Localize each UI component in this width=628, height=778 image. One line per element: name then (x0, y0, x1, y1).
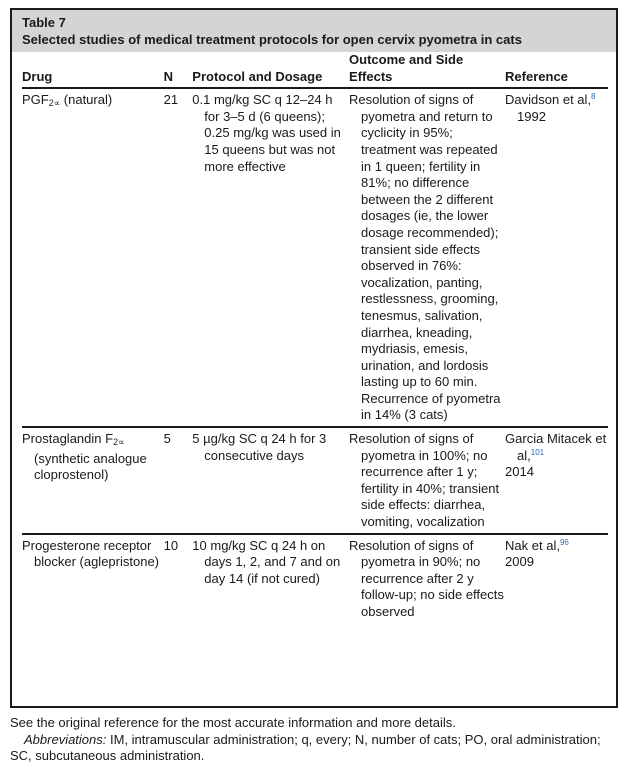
drug-qualifier: (natural) (60, 92, 113, 108)
ref-author: Garcia Mitacek et al, (505, 431, 607, 463)
drug-subscript: 2∝ (113, 437, 125, 448)
table-label: Table 7 (22, 15, 66, 30)
cell-drug (22, 88, 164, 427)
cell-outcome: Resolution of signs of pyometra and return to cyclicity in 95%; treatment was repeated in 1 queen; fertility in 81%; no difference between the 2 different dosages (ie, the lower dosage recommended); transient side effects observed in 76%: vocalization, panting, restlessness, grooming, tenesmus, salivation, diarrhea, kneading, mydriasis, emesis, urination, and lordosis lasting up to 60 min. Recurrence of pyometra in 14% (3 cats) (349, 88, 505, 427)
header-protocol: Protocol and Dosage (192, 52, 349, 88)
header-reference: Reference (505, 52, 608, 88)
cell-protocol: 5 µg/kg SC q 24 h for 3 consecutive days (192, 427, 349, 534)
cell-drug (22, 427, 164, 534)
header-drug: Drug (22, 52, 164, 88)
ref-author: Nak et al, (505, 537, 560, 553)
cell-n: 5 (164, 427, 193, 534)
treatment-table (22, 52, 608, 623)
header-outcome (349, 52, 505, 88)
footnote-abbreviations (10, 732, 620, 765)
drug-qualifier: (synthetic analogue cloprostenol) (34, 450, 147, 483)
drug-name: Progesterone receptor blocker (aglepristone) (22, 537, 160, 570)
table-footnotes (10, 715, 620, 765)
cell-n: 21 (164, 88, 193, 427)
table-caption: Selected studies of medical treatment protocols for open cervix pyometra in cats (22, 32, 522, 47)
ref-citation-link[interactable]: 96 (559, 537, 569, 547)
drug-name: PGF (22, 92, 49, 108)
header-row (22, 52, 608, 88)
table-row (22, 88, 608, 427)
ref-year: 2009 (505, 554, 534, 570)
cell-protocol: 10 mg/kg SC q 24 h on days 1, 2, and 7 and on day 14 (if not cured) (192, 537, 341, 586)
cell-n: 10 (163, 537, 179, 553)
cell-reference (505, 534, 608, 623)
cell-reference (505, 427, 608, 534)
cell-drug (22, 534, 164, 623)
cell-outcome: Resolution of signs of pyometra in 90%; no recurrence after 2 y follow-up; no side effects observed (349, 537, 504, 619)
ref-author: Davidson et al, (505, 92, 592, 108)
cell-reference (505, 88, 608, 427)
drug-subscript: 2∝ (48, 98, 61, 109)
header-n: N (164, 52, 193, 88)
ref-year: 1992 (517, 108, 546, 124)
header-outcome-line2: Effects (349, 68, 393, 84)
ref-citation-link[interactable]: 101 (530, 447, 545, 457)
table-row (22, 427, 608, 534)
header-outcome-line1: Outcome and Side (349, 52, 464, 67)
cell-outcome: Resolution of signs of pyometra in 100%; no recurrence after 1 y; fertility in 40%; transient side effects: diarrhea, vomiting, vocalization (349, 427, 505, 534)
table-title-band (12, 10, 616, 52)
table-container (10, 8, 618, 708)
ref-year: 2014 (505, 464, 534, 480)
table-row (22, 534, 608, 623)
abbreviations-label: Abbreviations: (24, 731, 107, 747)
drug-name: Prostaglandin F (22, 431, 114, 447)
abbreviations-text: IM, intramuscular administration; q, every; N, number of cats; PO, oral administration; SC, subcutaneous administration. (10, 731, 601, 763)
ref-citation-link[interactable]: 8 (591, 92, 596, 102)
footnote-source: See the original reference for the most accurate information and more details. (10, 715, 456, 730)
cell-protocol: 0.1 mg/kg SC q 12–24 h for 3–5 d (6 queens); 0.25 mg/kg was used in 15 queens but was not more effective (192, 88, 349, 427)
